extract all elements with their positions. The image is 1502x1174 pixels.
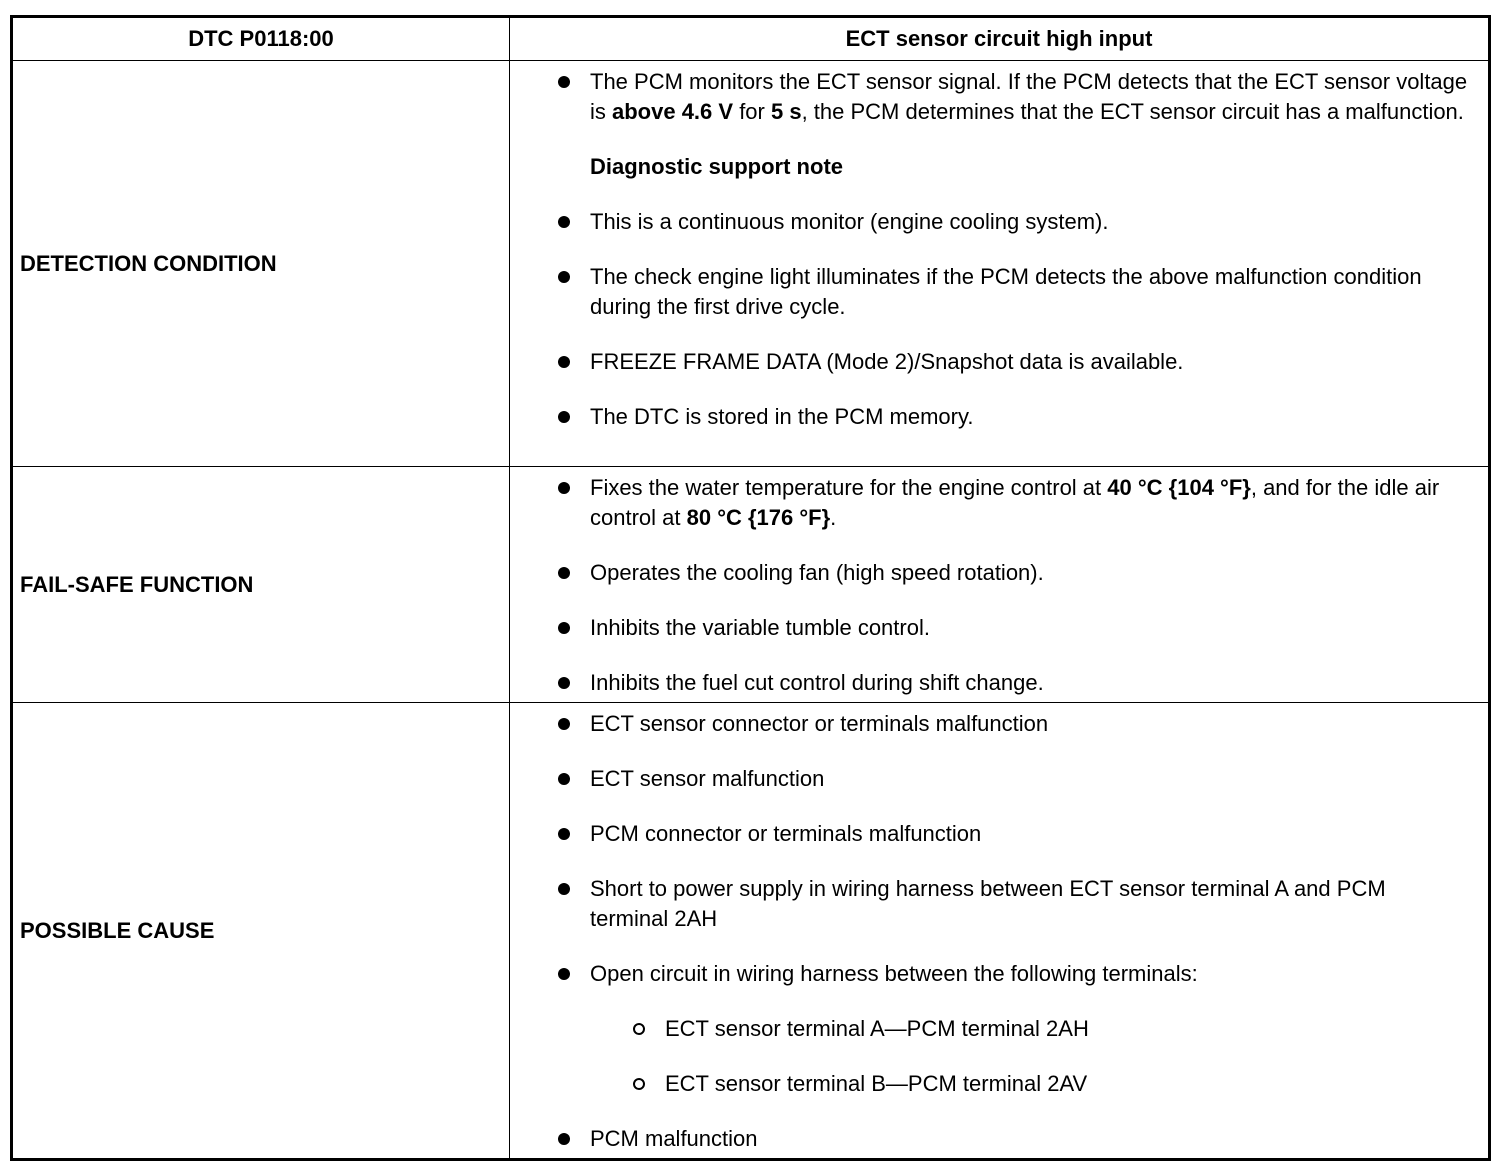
text-segment: The PCM monitors the ECT sensor signal. If the PCM detects that the ECT sensor voltage is: [590, 69, 1468, 124]
list-item: [510, 874, 1488, 934]
bold-value: 40 °C {104 °F}: [1107, 475, 1251, 500]
possible-cause-content: [510, 703, 1490, 1160]
dtc-table: [10, 15, 1491, 1161]
dtc-code-header: DTC P0118:00: [12, 17, 510, 61]
list-item-text: The DTC is stored in the PCM memory.: [590, 404, 974, 429]
bullet-icon: [558, 828, 570, 840]
sub-list-item: [510, 1069, 1488, 1099]
list-item-text: The check engine light illuminates if the PCM detects the above malfunction condition during the first drive cycle.: [590, 264, 1422, 319]
sub-list-item-text: ECT sensor terminal B—PCM terminal 2AV: [665, 1071, 1088, 1096]
list-item: [510, 613, 1488, 643]
header-row: [12, 17, 1490, 61]
list-item-text: Open circuit in wiring harness between the following terminals:: [590, 961, 1198, 986]
bold-value: 80 °C {176 °F}: [686, 505, 831, 530]
list-item-text: ECT sensor malfunction: [590, 766, 825, 791]
list-item: [510, 709, 1488, 739]
list-item: [510, 207, 1488, 237]
detection-condition-content: [510, 61, 1490, 467]
sub-list-item: [510, 1014, 1488, 1044]
bullet-icon: [558, 718, 570, 730]
list-item: [510, 67, 1488, 127]
list-item: [510, 764, 1488, 794]
list-item: [510, 262, 1488, 322]
bullet-icon: [558, 622, 570, 634]
text-segment: , the PCM determines that the ECT sensor circuit has a malfunction.: [801, 99, 1464, 124]
bullet-icon: [558, 773, 570, 785]
sub-list-item-text: ECT sensor terminal A—PCM terminal 2AH: [665, 1016, 1089, 1041]
possible-cause-row: [12, 703, 1490, 1160]
list-item-text: Operates the cooling fan (high speed rotation).: [590, 560, 1044, 585]
fail-safe-function-label: FAIL-SAFE FUNCTION: [12, 467, 510, 703]
list-item-text: PCM malfunction: [590, 1126, 758, 1151]
bold-value: 5 s: [770, 99, 802, 124]
fail-safe-function-row: [12, 467, 1490, 703]
bullet-icon: [558, 567, 570, 579]
list-item-text: Inhibits the fuel cut control during shift change.: [590, 670, 1044, 695]
bullet-icon: [558, 411, 570, 423]
list-item: [510, 347, 1488, 377]
bullet-icon: [558, 677, 570, 689]
bold-value: above 4.6 V: [612, 99, 734, 124]
bullet-icon: [558, 968, 570, 980]
list-item: [510, 819, 1488, 849]
text-segment: Fixes the water temperature for the engine control at: [590, 475, 1108, 500]
detection-condition-label: DETECTION CONDITION: [12, 61, 510, 467]
possible-cause-label: POSSIBLE CAUSE: [12, 703, 510, 1160]
list-item: [510, 402, 1488, 432]
bullet-icon: [558, 482, 570, 494]
list-item-text: FREEZE FRAME DATA (Mode 2)/Snapshot data is available.: [590, 349, 1184, 374]
list-item: [510, 473, 1488, 533]
detection-condition-row: [12, 61, 1490, 467]
diagnostic-support-note-heading: Diagnostic support note: [590, 154, 843, 179]
list-item-text: Short to power supply in wiring harness between ECT sensor terminal A and PCM terminal 2AH: [590, 876, 1386, 931]
text-segment: for: [733, 99, 771, 124]
list-item-text: Inhibits the variable tumble control.: [590, 615, 930, 640]
bullet-icon: [558, 1133, 570, 1145]
bullet-icon: [558, 216, 570, 228]
text-segment: , and for the idle air control at: [590, 475, 1440, 530]
hollow-bullet-icon: [633, 1023, 645, 1035]
fail-safe-function-content: [510, 467, 1490, 703]
list-item-text: ECT sensor connector or terminals malfunction: [590, 711, 1049, 736]
list-item-text: PCM connector or terminals malfunction: [590, 821, 982, 846]
bullet-icon: [558, 883, 570, 895]
list-item: [510, 959, 1488, 989]
dtc-title-header: ECT sensor circuit high input: [510, 17, 1490, 61]
bullet-icon: [558, 76, 570, 88]
hollow-bullet-icon: [633, 1078, 645, 1090]
bullet-icon: [558, 356, 570, 368]
text-segment: .: [830, 505, 837, 530]
list-item-text: This is a continuous monitor (engine cooling system).: [590, 209, 1109, 234]
list-item: [510, 668, 1488, 698]
list-item: [510, 1124, 1488, 1154]
list-item: [510, 558, 1488, 588]
bullet-icon: [558, 271, 570, 283]
